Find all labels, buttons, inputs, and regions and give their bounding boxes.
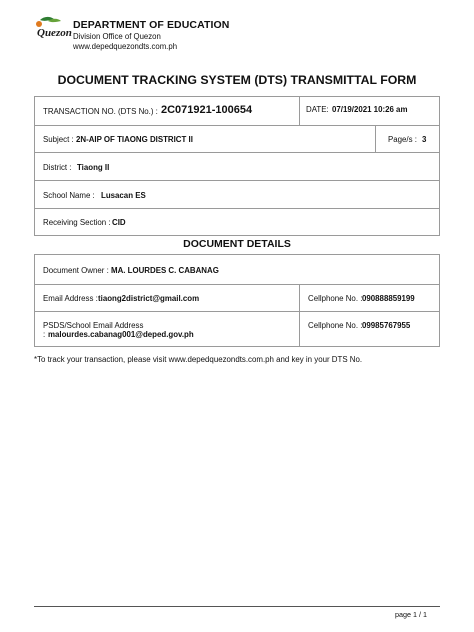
transaction-no-cell bbox=[35, 97, 299, 125]
details-box bbox=[34, 254, 440, 347]
email-label: Email Address : bbox=[43, 294, 98, 303]
psds-label: PSDS/School Email Address bbox=[43, 321, 144, 330]
transaction-no-value: 2C071921-100654 bbox=[161, 104, 253, 116]
school-label: School Name : bbox=[43, 191, 95, 200]
cellphone-cell-2 bbox=[299, 312, 439, 346]
receiving-label: Receiving Section : bbox=[43, 218, 111, 227]
psds-prefix: : bbox=[43, 330, 46, 339]
department-title: DEPARTMENT OF EDUCATION bbox=[73, 19, 230, 31]
owner-row bbox=[35, 255, 439, 284]
psds-cell bbox=[35, 312, 299, 346]
email-value: tiaong2district@gmail.com bbox=[98, 294, 200, 303]
subject-cell bbox=[35, 126, 375, 152]
school-row bbox=[35, 180, 439, 208]
footer-divider bbox=[34, 606, 440, 607]
transaction-row bbox=[35, 97, 439, 125]
page-number: page 1 / 1 bbox=[395, 610, 427, 619]
receiving-row bbox=[35, 208, 439, 235]
division-name: Division Office of Quezon bbox=[73, 32, 161, 41]
form-title: DOCUMENT TRACKING SYSTEM (DTS) TRANSMITTAL FORM bbox=[57, 73, 417, 87]
date-value: 07/19/2021 10:26 am bbox=[332, 105, 408, 114]
psds-row bbox=[35, 311, 439, 346]
email-cell bbox=[35, 285, 299, 311]
subject-value: 2N-AIP OF TIAONG DISTRICT II bbox=[76, 135, 193, 144]
district-label: District : bbox=[43, 163, 72, 172]
subject-label: Subject : bbox=[43, 135, 74, 144]
pages-value: 3 bbox=[422, 135, 427, 144]
website-text: www.depedquezondts.com.ph bbox=[73, 42, 178, 51]
cellphone-value-1: 090888859199 bbox=[362, 294, 415, 303]
psds-value: malourdes.cabanag001@deped.gov.ph bbox=[48, 330, 194, 339]
cellphone-value-2: 09985767955 bbox=[362, 321, 411, 330]
transaction-box bbox=[34, 96, 440, 236]
deped-quezon-logo bbox=[34, 16, 72, 42]
transaction-no-label: TRANSACTION NO. (DTS No.) : bbox=[43, 107, 158, 116]
cellphone-cell-1 bbox=[299, 285, 439, 311]
tracking-note: *To track your transaction, please visit www.depedquezondts.com.ph and key in your DTS No. bbox=[34, 355, 363, 364]
pages-label: Page/s : bbox=[388, 135, 417, 144]
date-cell bbox=[299, 97, 439, 125]
district-row bbox=[35, 152, 439, 180]
district-value: Tiaong II bbox=[77, 163, 110, 172]
cellphone-label-2: Cellphone No. : bbox=[308, 321, 363, 330]
logo-text: Quezon bbox=[37, 27, 72, 39]
school-value: Lusacan ES bbox=[101, 191, 146, 200]
subject-row bbox=[35, 125, 439, 152]
owner-value: MA. LOURDES C. CABANAG bbox=[111, 266, 219, 275]
receiving-value: CID bbox=[112, 218, 126, 227]
owner-label: Document Owner : bbox=[43, 266, 109, 275]
date-label: DATE: bbox=[306, 105, 329, 114]
pages-cell bbox=[375, 126, 439, 152]
cellphone-label-1: Cellphone No. : bbox=[308, 294, 363, 303]
email-row bbox=[35, 284, 439, 311]
details-title: DOCUMENT DETAILS bbox=[183, 238, 291, 250]
